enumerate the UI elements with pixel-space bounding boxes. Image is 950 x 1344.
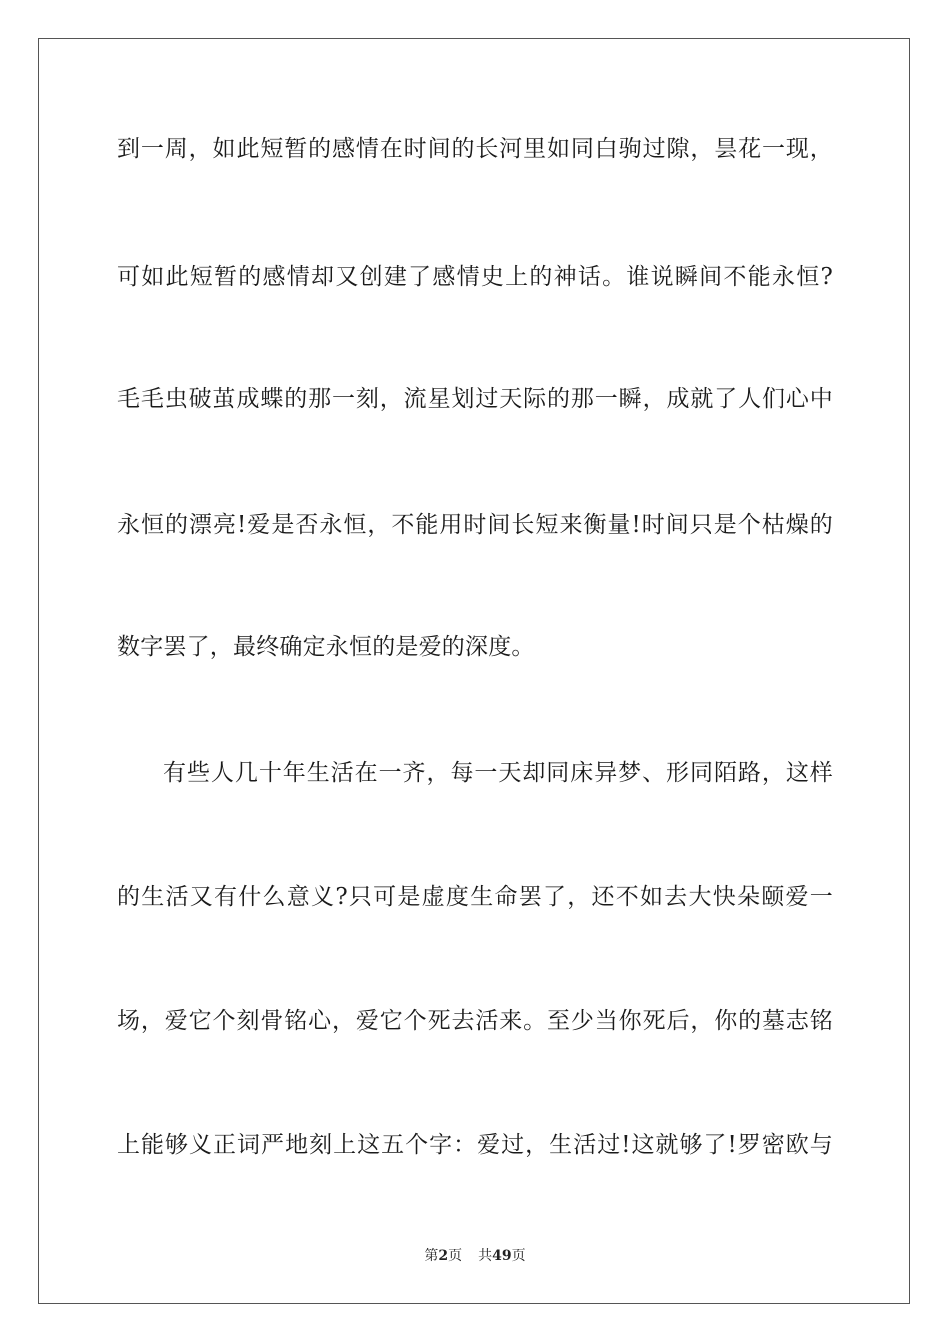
- footer-total-pages: 49: [492, 1248, 512, 1264]
- text-line-1: 到一周，如此短暂的感情在时间的长河里如同白驹过隙，昙花一现，: [117, 136, 833, 162]
- page-footer: [0, 1247, 950, 1265]
- footer-page-number: 2: [438, 1248, 449, 1264]
- footer-page-prefix: 第: [424, 1248, 439, 1264]
- text-line-4: 永恒的漂亮!爱是否永恒，不能用时间长短来衡量!时间只是个枯燥的: [117, 512, 833, 538]
- footer-total-prefix: 共: [478, 1248, 493, 1264]
- page-border: [38, 38, 910, 1304]
- text-line-8: 场，爱它个刻骨铭心，爱它个死去活来。至少当你死后，你的墓志铭: [117, 1008, 833, 1034]
- text-line-5: 数字罢了，最终确定永恒的是爱的深度。: [117, 634, 535, 660]
- footer-page-suffix: 页: [448, 1248, 463, 1264]
- text-line-3: 毛毛虫破茧成蝶的那一刻，流星划过天际的那一瞬，成就了人们心中: [117, 386, 833, 412]
- footer-total-suffix: 页: [511, 1248, 526, 1264]
- text-line-9: 上能够义正词严地刻上这五个字：爱过，生活过!这就够了!罗密欧与: [117, 1132, 833, 1158]
- text-line-7: 的生活又有什么意义?只可是虚度生命罢了，还不如去大快朵颐爱一: [117, 884, 833, 910]
- text-line-2: 可如此短暂的感情却又创建了感情史上的神话。谁说瞬间不能永恒?: [117, 264, 833, 290]
- text-line-6: 有些人几十年生活在一齐，每一天却同床异梦、形同陌路，这样: [163, 760, 833, 786]
